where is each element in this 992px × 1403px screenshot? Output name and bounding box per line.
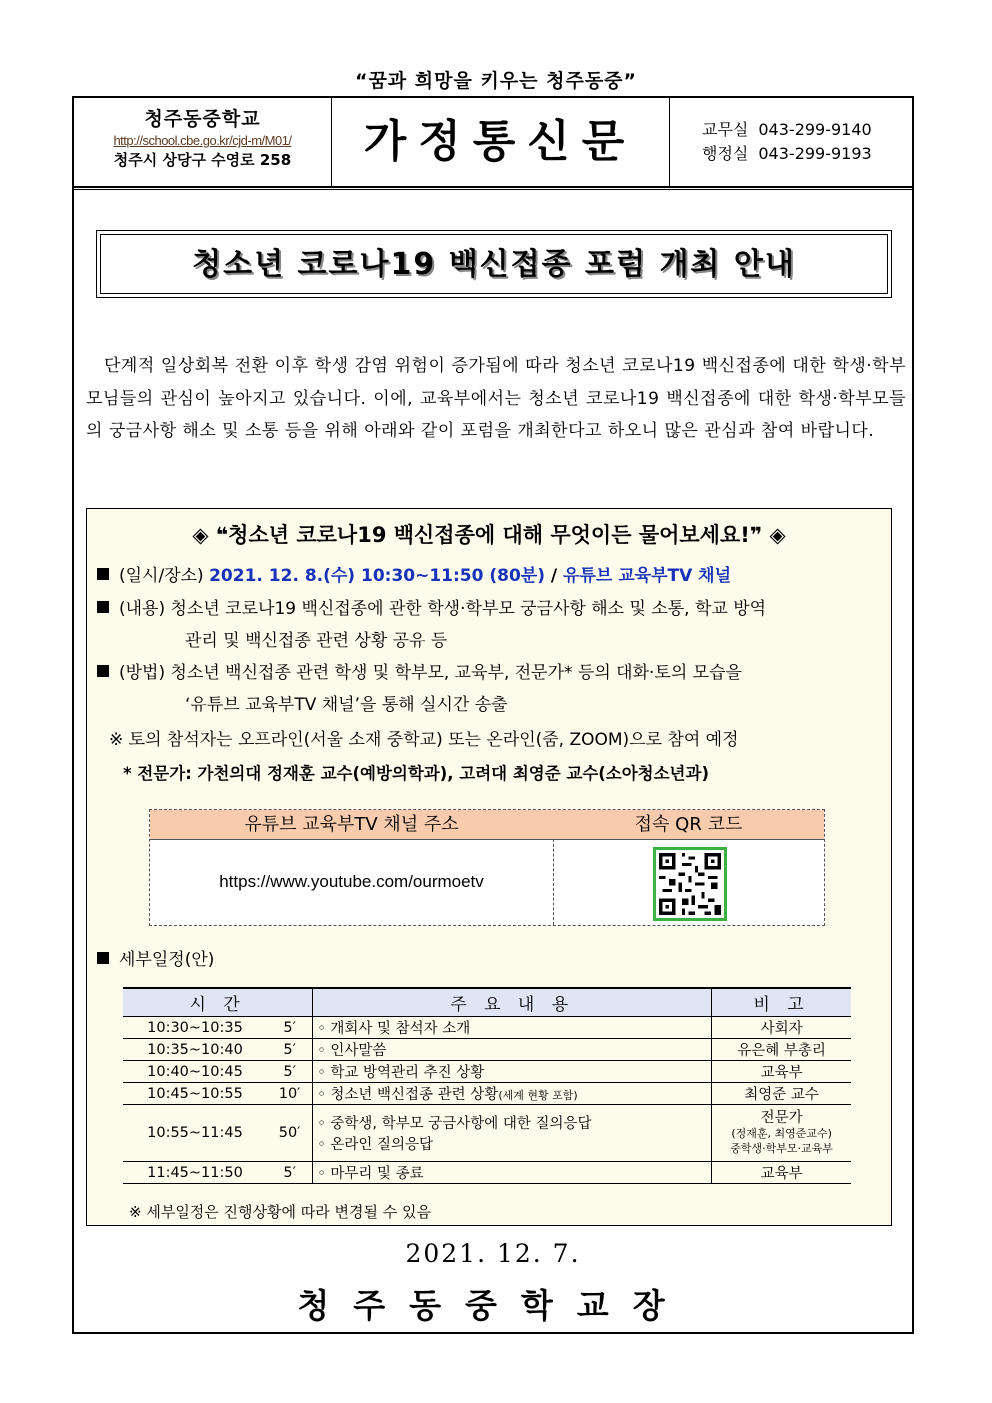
- header-divider: [74, 189, 912, 190]
- phone2-label: 행정실: [702, 144, 749, 163]
- row-content: ◦ 인사말씀: [313, 1039, 712, 1061]
- item1-separator: /: [545, 566, 564, 586]
- school-motto: “꿈과 희망을 키우는 청주동중”: [354, 70, 638, 92]
- row-note: 전문가 (정재훈, 최영준교수) 중학생·학부모·교육부: [712, 1105, 851, 1162]
- item-schedule-place: [97, 560, 731, 592]
- newsletter-title-cell: [331, 98, 670, 186]
- row-duration: 5′: [267, 1039, 313, 1061]
- schedule-header-time: 시 간: [123, 988, 313, 1017]
- row-content-small: (세계 현황 포함): [498, 1089, 578, 1102]
- row-time: 10:40~10:45: [123, 1061, 267, 1083]
- participant-note: ※ 토의 참석자는 오프라인(서울 소재 중학교) 또는 온라인(줌, ZOOM)으로 참여 예정: [109, 730, 739, 750]
- item3-label: (방법): [119, 663, 166, 683]
- newsletter-title: 가정통신문: [363, 116, 637, 167]
- schedule-header-note: 비 고: [712, 988, 851, 1017]
- row-duration: 5′: [267, 1017, 313, 1039]
- item1-place: 유튜브 교육부TV 채널: [563, 566, 732, 586]
- schedule-heading: [97, 944, 214, 976]
- item-method: [97, 657, 742, 721]
- youtube-link-table: [149, 809, 825, 926]
- row-time: 10:45~10:55: [123, 1083, 267, 1105]
- schedule-label: 세부일정(안): [119, 950, 215, 970]
- item2-line2: 관리 및 백신접종 관련 상황 공유 등: [185, 631, 448, 651]
- youtube-url-link[interactable]: https://www.youtube.com/ourmoetv: [150, 839, 554, 925]
- square-bullet-icon: [97, 952, 109, 964]
- row-duration: 50′: [267, 1105, 313, 1162]
- row-content: ◦ 중학생, 학부모 궁금사항에 대한 질의응답 ◦ 온라인 질의응답: [313, 1105, 712, 1162]
- schedule-table: [123, 987, 851, 1184]
- intro-paragraph: [86, 350, 906, 448]
- row-time: 11:45~11:50: [123, 1162, 267, 1184]
- row-duration: 5′: [267, 1061, 313, 1083]
- phone2-number: 043-299-9193: [758, 144, 872, 163]
- row-time: 10:35~10:40: [123, 1039, 267, 1061]
- forum-headline: ◈ ❝청소년 코로나19 백신접종에 대해 무엇이든 물어보세요!❞ ◈: [192, 523, 786, 547]
- school-url-link[interactable]: http://school.cbe.go.kr/cjd-m/M01/: [113, 133, 292, 148]
- row-content: ◦ 학교 방역관리 추진 상황: [313, 1061, 712, 1083]
- item1-label: (일시/장소): [119, 566, 204, 586]
- table-row: [123, 1083, 851, 1105]
- item-content: [97, 593, 766, 657]
- principal-signature: 청주동중학교장: [297, 1286, 689, 1325]
- row-note: 유은혜 부총리: [712, 1039, 851, 1061]
- row-note: 사회자: [712, 1017, 851, 1039]
- row-note: 교육부: [712, 1061, 851, 1083]
- table-row: [123, 1017, 851, 1039]
- qr-code-header: 접속 QR 코드: [553, 810, 824, 840]
- newsletter-frame: [72, 96, 914, 1334]
- row-content: ◦ 청소년 백신접종 관련 상황(세계 현황 포함): [313, 1083, 712, 1105]
- newsletter-header: [74, 98, 912, 188]
- notice-title: 청소년 코로나19 백신접종 포럼 개최 안내: [100, 234, 888, 294]
- row-content: ◦ 마무리 및 종료: [313, 1162, 712, 1184]
- schedule-change-note: ※ 세부일정은 진행상황에 따라 변경될 수 있음: [129, 1203, 431, 1221]
- item3-line2: ‘유튜브 교육부TV 채널’을 통해 실시간 송출: [185, 695, 508, 715]
- row-note: 최영준 교수: [712, 1083, 851, 1105]
- table-row: [123, 1105, 851, 1162]
- square-bullet-icon: [97, 665, 109, 677]
- row-content: ◦ 개회사 및 참석자 소개: [313, 1017, 712, 1039]
- row-duration: 10′: [267, 1083, 313, 1105]
- schedule-header-content: 주 요 내 용: [313, 988, 712, 1017]
- channel-address-header: 유튜브 교육부TV 채널 주소: [150, 810, 554, 840]
- row-note: 교육부: [712, 1162, 851, 1184]
- intro-text: 단계적 일상회복 전환 이후 학생 감염 위험이 증가됨에 따라 청소년 코로나19 백신접종에 대한 학생·학부모님들의 관심이 높아지고 있습니다. 이에, 교육부에서는 청소년 코로나19 백신접종에 대한 학생·학부모들의 궁금사항 해소 및 소통 등을 위해 아래와 같이 포럼을 개최한다고 하오니 많은 관심과 참여 바랍니다.: [86, 356, 906, 441]
- item3-line1: 청소년 백신접종 관련 학생 및 학부모, 교육부, 전문가* 등의 대화·토의 모습을: [170, 663, 742, 683]
- row-time: 10:30~10:35: [123, 1017, 267, 1039]
- school-info: [74, 98, 332, 186]
- table-row: [123, 1061, 851, 1083]
- contact-info: [669, 98, 912, 186]
- expert-note: * 전문가: 가천의대 정재훈 교수(예방의학과), 고려대 최영준 교수(소아청소년과): [123, 764, 709, 783]
- square-bullet-icon: [97, 601, 109, 613]
- item2-label: (내용): [119, 599, 166, 619]
- item2-line1: 청소년 코로나19 백신접종에 관한 학생·학부모 궁금사항 해소 및 소통, 학교 방역: [170, 599, 767, 619]
- item1-date: 2021. 12. 8.(수) 10:30~11:50 (80분): [209, 566, 545, 586]
- phone1-label: 교무실: [702, 120, 749, 139]
- school-address: 청주시 상당구 수영로 258: [113, 151, 292, 169]
- notice-title-box: [96, 230, 892, 298]
- row-time: 10:55~11:45: [123, 1105, 267, 1162]
- table-row: [123, 1039, 851, 1061]
- qr-code-icon[interactable]: [653, 847, 727, 921]
- phone1-number: 043-299-9140: [758, 120, 872, 139]
- issue-date: 2021. 12. 7.: [405, 1239, 581, 1268]
- square-bullet-icon: [97, 568, 109, 580]
- school-name: 청주동중학교: [144, 108, 261, 130]
- row-duration: 5′: [267, 1162, 313, 1184]
- table-row: [123, 1162, 851, 1184]
- forum-info-box: [86, 508, 892, 1226]
